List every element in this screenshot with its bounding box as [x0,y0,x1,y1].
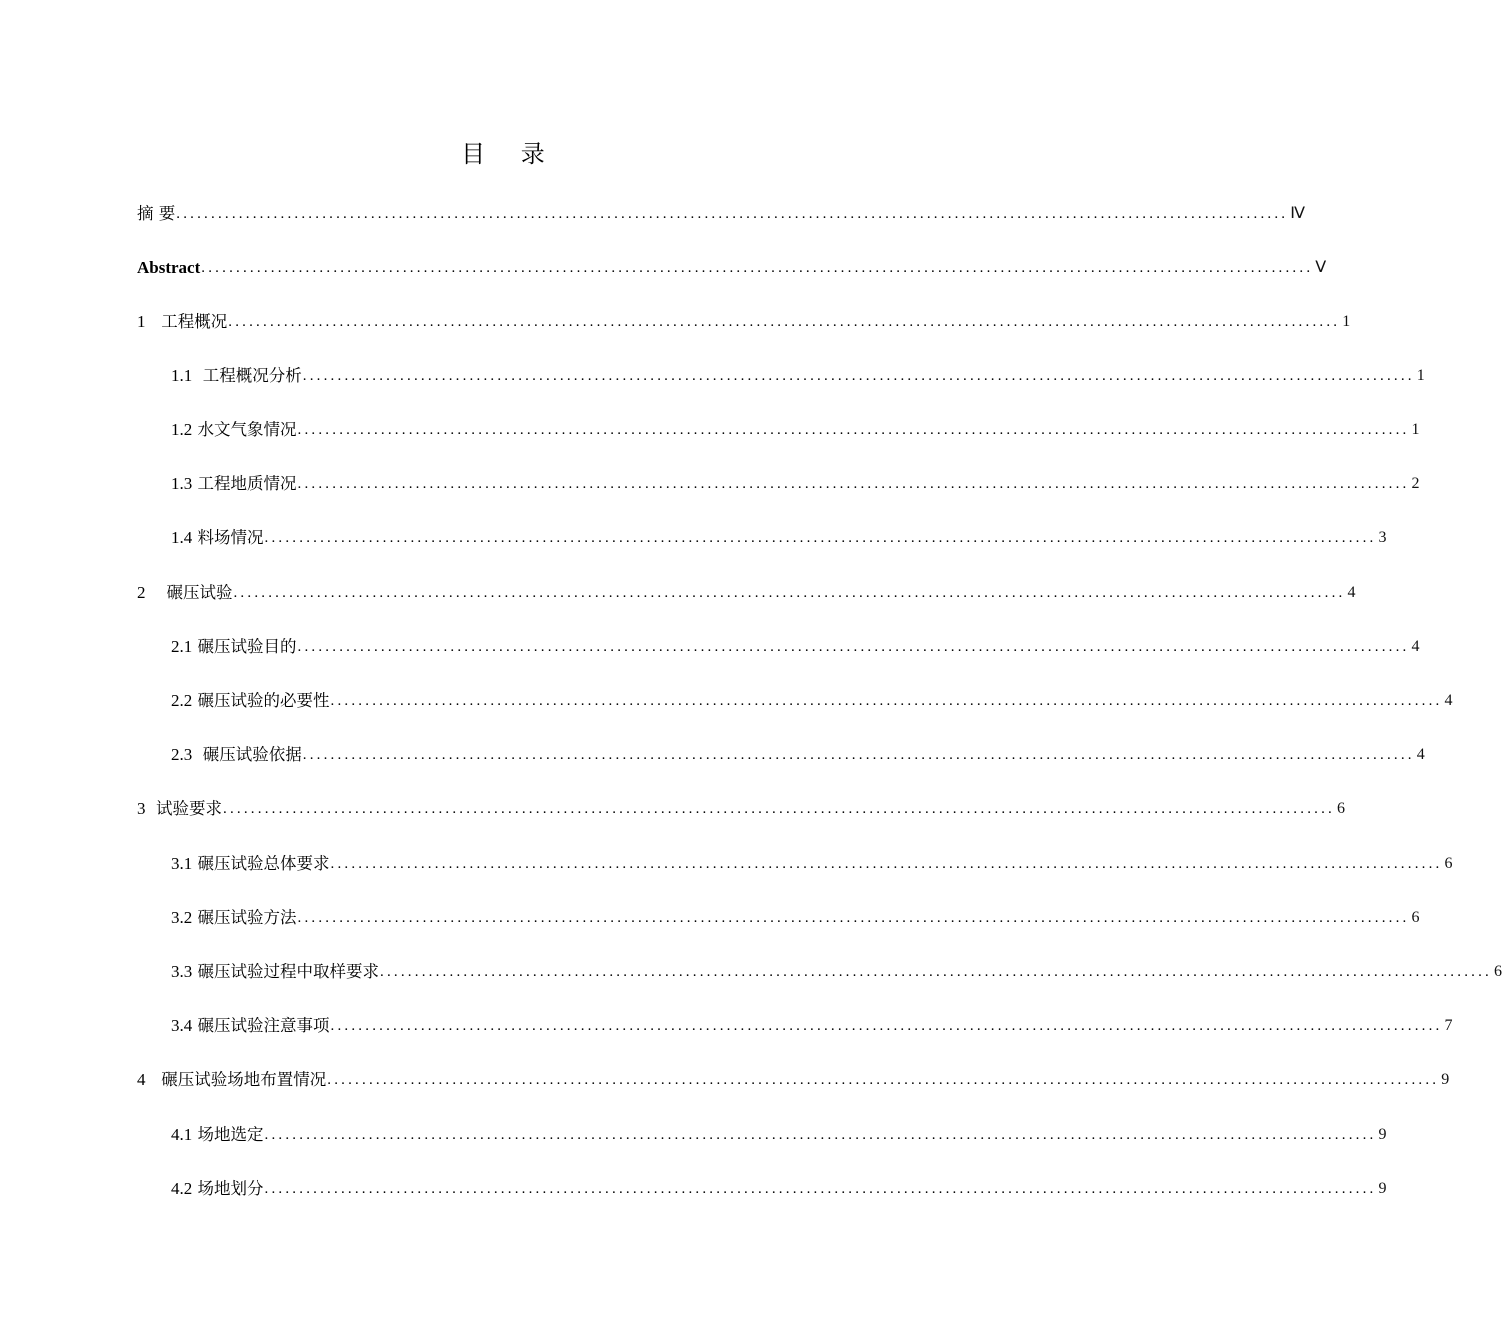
section-title: 碾压试验 [166,583,233,602]
toc-entry-chapter-4[interactable] [137,1068,1450,1092]
toc-entry-label [171,635,297,659]
section-title: 工程地质情况 [197,474,297,493]
dot-leader: ................................................................................................................................................................ [264,530,1377,546]
toc-entry-3-3[interactable] [171,960,1502,984]
section-title: 碾压试验场地布置情况 [161,1070,327,1089]
section-title: 试验要求 [156,799,222,818]
dot-leader: ................................................................................................................................................................ [380,964,1492,980]
dot-leader: ................................................................................................................................................................ [297,422,1410,438]
section-number: 2.2 [171,691,193,710]
section-title: 碾压试验依据 [202,745,302,764]
dot-leader: ................................................................................................................................................................ [264,1127,1377,1143]
toc-entry-label [137,310,227,334]
toc-page-number: 1 [1342,313,1351,330]
toc-entry-1-4[interactable] [171,526,1387,550]
toc-entry-1-1[interactable] [171,364,1425,388]
toc-page-number: 4 [1416,746,1425,763]
dot-leader: ................................................................................................................................................................ [297,476,1410,492]
toc-entry-label [171,364,302,388]
section-title: 场地划分 [197,1179,264,1198]
dot-leader: ................................................................................................................................................................ [297,910,1410,926]
toc-entry-abstract-cn[interactable] [137,202,1306,226]
section-title: 碾压试验目的 [197,637,297,656]
toc-entry-chapter-3[interactable] [137,797,1345,821]
dot-leader: ................................................................................................................................................................ [302,747,1415,763]
dot-leader: ................................................................................................................................................................ [330,1018,1443,1034]
section-title: 碾压试验总体要求 [197,854,330,873]
dot-leader: ................................................................................................................................................................ [228,314,1341,330]
toc-entry-label [171,526,264,550]
toc-entry-label [171,689,330,713]
section-title: 碾压试验方法 [197,908,297,927]
toc-page-number: 4 [1347,584,1356,601]
section-title: 工程概况分析 [202,366,302,385]
dot-leader: ................................................................................................................................................................ [302,368,1415,384]
toc-entry-label [171,418,297,442]
dot-leader: ................................................................................................................................................................ [327,1072,1440,1088]
toc-entry-label [137,797,222,821]
toc-entry-label: 摘 要 [137,204,176,223]
toc-entry-label [171,1014,330,1038]
toc-entry-1-2[interactable] [171,418,1420,442]
toc-entry-label [171,906,297,930]
toc-page-number: 1 [1416,367,1425,384]
section-title: 场地选定 [197,1125,264,1144]
section-title: 碾压试验过程中取样要求 [197,962,379,981]
dot-leader: ................................................................................................................................................................ [176,206,1289,222]
section-number: 1.3 [171,474,193,493]
toc-entry-label [171,472,297,496]
section-title: 水文气象情况 [197,420,297,439]
section-number: 3 [137,799,146,818]
section-number: 1.4 [171,528,193,547]
toc-page-number: 7 [1444,1017,1453,1034]
section-number: 3.1 [171,854,193,873]
section-number: 3.4 [171,1016,193,1035]
section-number: 3.3 [171,962,193,981]
dot-leader: ................................................................................................................................................................ [264,1181,1377,1197]
toc-entry-2-2[interactable] [171,689,1453,713]
dot-leader: ................................................................................................................................................................ [330,693,1443,709]
toc-page-number: 3 [1378,529,1387,546]
dot-leader: ................................................................................................................................................................ [233,585,1346,601]
toc-page-number: 4 [1411,638,1420,655]
toc-page-number: 1 [1411,421,1420,438]
toc-page-number: Ⅴ [1315,259,1327,276]
section-title: 碾压试验的必要性 [197,691,330,710]
toc-entry-4-2[interactable] [171,1177,1387,1201]
toc-entry-abstract-en[interactable] [137,256,1327,280]
section-number: 4 [137,1070,146,1089]
section-number: 1.2 [171,420,193,439]
toc-entry-label [171,852,330,876]
section-number: 4.2 [171,1179,193,1198]
section-number: 2.3 [171,745,193,764]
toc-page-number: 4 [1444,692,1453,709]
section-number: 2 [137,583,146,602]
section-number: 2.1 [171,637,193,656]
toc-entry-label [171,960,379,984]
toc-entry-chapter-1[interactable] [137,310,1351,334]
dot-leader: ................................................................................................................................................................ [330,856,1443,872]
toc-page-number: 6 [1494,963,1502,980]
section-number: 3.2 [171,908,193,927]
dot-leader: ................................................................................................................................................................ [223,801,1335,817]
section-number: 1 [137,312,146,331]
toc-entry-3-2[interactable] [171,906,1420,930]
toc-page-number: 9 [1378,1180,1387,1197]
toc-entry-2-3[interactable] [171,743,1425,767]
toc-entry-label [137,1068,326,1092]
toc-entry-1-3[interactable] [171,472,1420,496]
section-title: 料场情况 [197,528,264,547]
dot-leader: ................................................................................................................................................................ [201,260,1314,276]
section-number: 1.1 [171,366,193,385]
toc-entry-3-4[interactable] [171,1014,1453,1038]
toc-page-number: Ⅳ [1290,205,1306,222]
toc-page-number: 6 [1337,800,1345,817]
toc-entry-label [171,1177,264,1201]
toc-entry-label [171,1123,264,1147]
toc-page-number: 6 [1411,909,1420,926]
toc-entry-label [137,581,232,605]
toc-entry-label: Abstract [137,258,201,277]
dot-leader: ................................................................................................................................................................ [297,639,1410,655]
toc-entry-3-1[interactable] [171,852,1453,876]
toc-page-number: 2 [1411,475,1420,492]
section-title: 工程概况 [161,312,228,331]
toc-entry-2-1[interactable] [171,635,1420,659]
toc-page-number: 9 [1441,1071,1450,1088]
toc-entry-chapter-2[interactable] [137,581,1356,605]
toc-entry-label [171,743,302,767]
toc-page-number: 9 [1378,1126,1387,1143]
section-title: 碾压试验注意事项 [197,1016,330,1035]
toc-entry-4-1[interactable] [171,1123,1387,1147]
toc-page-number: 6 [1444,855,1453,872]
page-title: 目 录 [461,140,559,168]
section-number: 4.1 [171,1125,193,1144]
